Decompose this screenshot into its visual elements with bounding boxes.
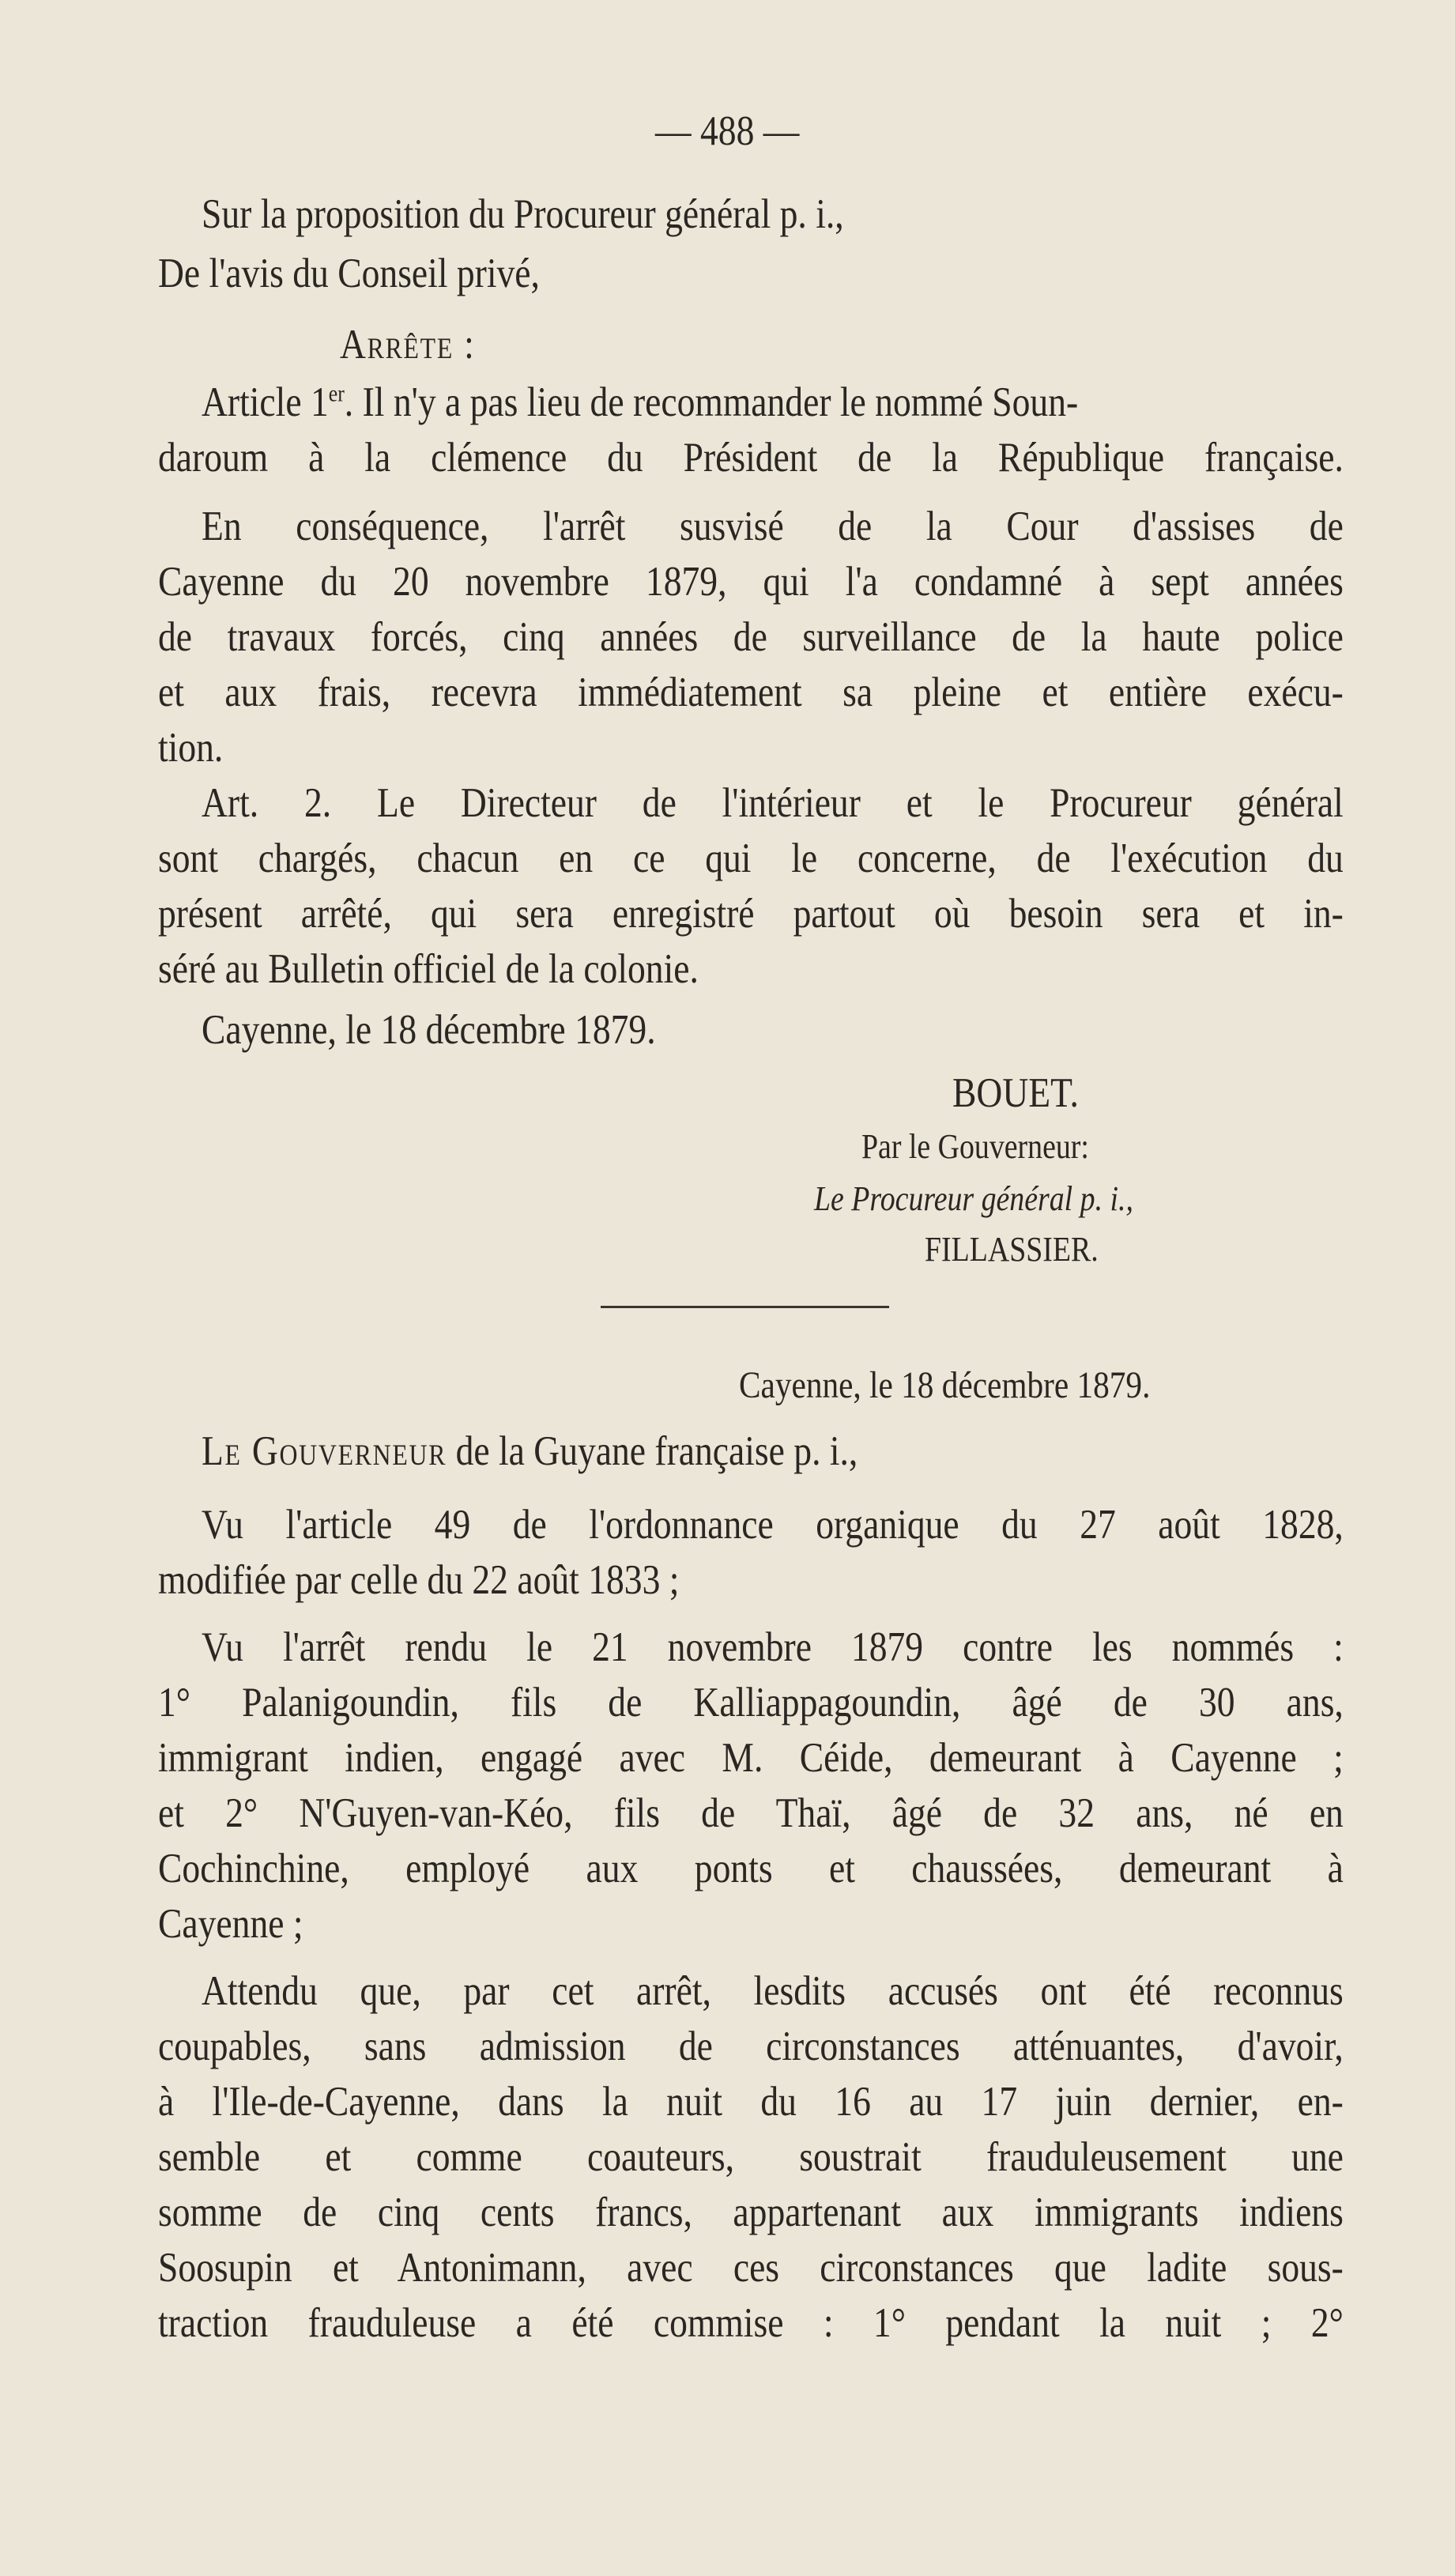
consequence-line3: de travaux forcés, cinq années de surveillance de la haute police (158, 614, 1344, 660)
attendu-line5: somme de cinq cents francs, appartenant aux immigrants indiens (158, 2189, 1344, 2235)
vu2-line2: 1° Palanigoundin, fils de Kalliappagoundin, âgé de 30 ans, (158, 1680, 1344, 1726)
decree1-place-date: Cayenne, le 18 décembre 1879. (202, 1007, 656, 1053)
vu2-line4: et 2° N'Guyen-van-Kéo, fils de Thaï, âgé de 32 ans, né en (158, 1790, 1344, 1836)
section-divider (601, 1306, 889, 1308)
decree2-place-date: Cayenne, le 18 décembre 1879. (739, 1364, 1151, 1406)
procureur-name: FILLASSIER. (925, 1230, 1099, 1269)
vu2-line6: Cayenne ; (158, 1901, 303, 1947)
article2-line3: présent arrêté, qui sera enregistré partout où besoin sera et in- (158, 891, 1344, 937)
attendu-line1: Attendu que, par cet arrêt, lesdits accusés ont été reconnus (202, 1968, 1344, 2014)
consequence-line5: tion. (158, 725, 224, 771)
attendu-line4: semble et comme coauteurs, soustrait frauduleusement une (158, 2134, 1344, 2180)
vu2-line1: Vu l'arrêt rendu le 21 novembre 1879 contre les nommés : (202, 1624, 1344, 1670)
by-governor: Par le Gouverneur: (861, 1127, 1089, 1166)
line-avis: De l'avis du Conseil privé, (158, 251, 540, 296)
consequence-line1: En conséquence, l'arrêt susvisé de la Cour d'assises de (202, 504, 1344, 549)
vu1-line2: modifiée par celle du 22 août 1833 ; (158, 1557, 680, 1603)
signature-bouet: BOUET. (952, 1070, 1079, 1116)
vu2-line3: immigrant indien, engagé avec M. Céide, demeurant à Cayenne ; (158, 1735, 1344, 1781)
article1-line1: Article 1er. Il n'y a pas lieu de recommander le nommé Soun- (202, 379, 1079, 425)
line-proposition: Sur la proposition du Procureur général p. i., (202, 191, 844, 237)
article1-line2: daroum à la clémence du Président de la République française. (158, 435, 1344, 481)
consequence-line4: et aux frais, recevra immédiatement sa pleine et entière exécu- (158, 669, 1344, 715)
page-number: — 488 — (655, 108, 800, 154)
procureur-title: Le Procureur général p. i., (814, 1179, 1133, 1218)
attendu-line2: coupables, sans admission de circonstances atténuantes, d'avoir, (158, 2023, 1344, 2069)
article2-line1: Art. 2. Le Directeur de l'intérieur et le Procureur général (202, 780, 1344, 826)
arrete-heading: Arrête : (340, 322, 476, 368)
article2-line4: séré au Bulletin officiel de la colonie. (158, 946, 699, 992)
vu1-line1: Vu l'article 49 de l'ordonnance organique du 27 août 1828, (202, 1502, 1344, 1548)
attendu-line7: traction frauduleuse a été commise : 1° pendant la nuit ; 2° (158, 2300, 1344, 2346)
attendu-line6: Soosupin et Antonimann, avec ces circonstances que ladite sous- (158, 2245, 1344, 2291)
consequence-line2: Cayenne du 20 novembre 1879, qui l'a condamné à sept années (158, 559, 1344, 605)
article2-line2: sont chargés, chacun en ce qui le concerne, de l'exécution du (158, 835, 1344, 881)
attendu-line3: à l'Ile-de-Cayenne, dans la nuit du 16 au 17 juin dernier, en- (158, 2079, 1344, 2125)
governor-heading: Le Gouverneur de la Guyane française p. i., (202, 1428, 858, 1474)
vu2-line5: Cochinchine, employé aux ponts et chaussées, demeurant à (158, 1846, 1344, 1891)
